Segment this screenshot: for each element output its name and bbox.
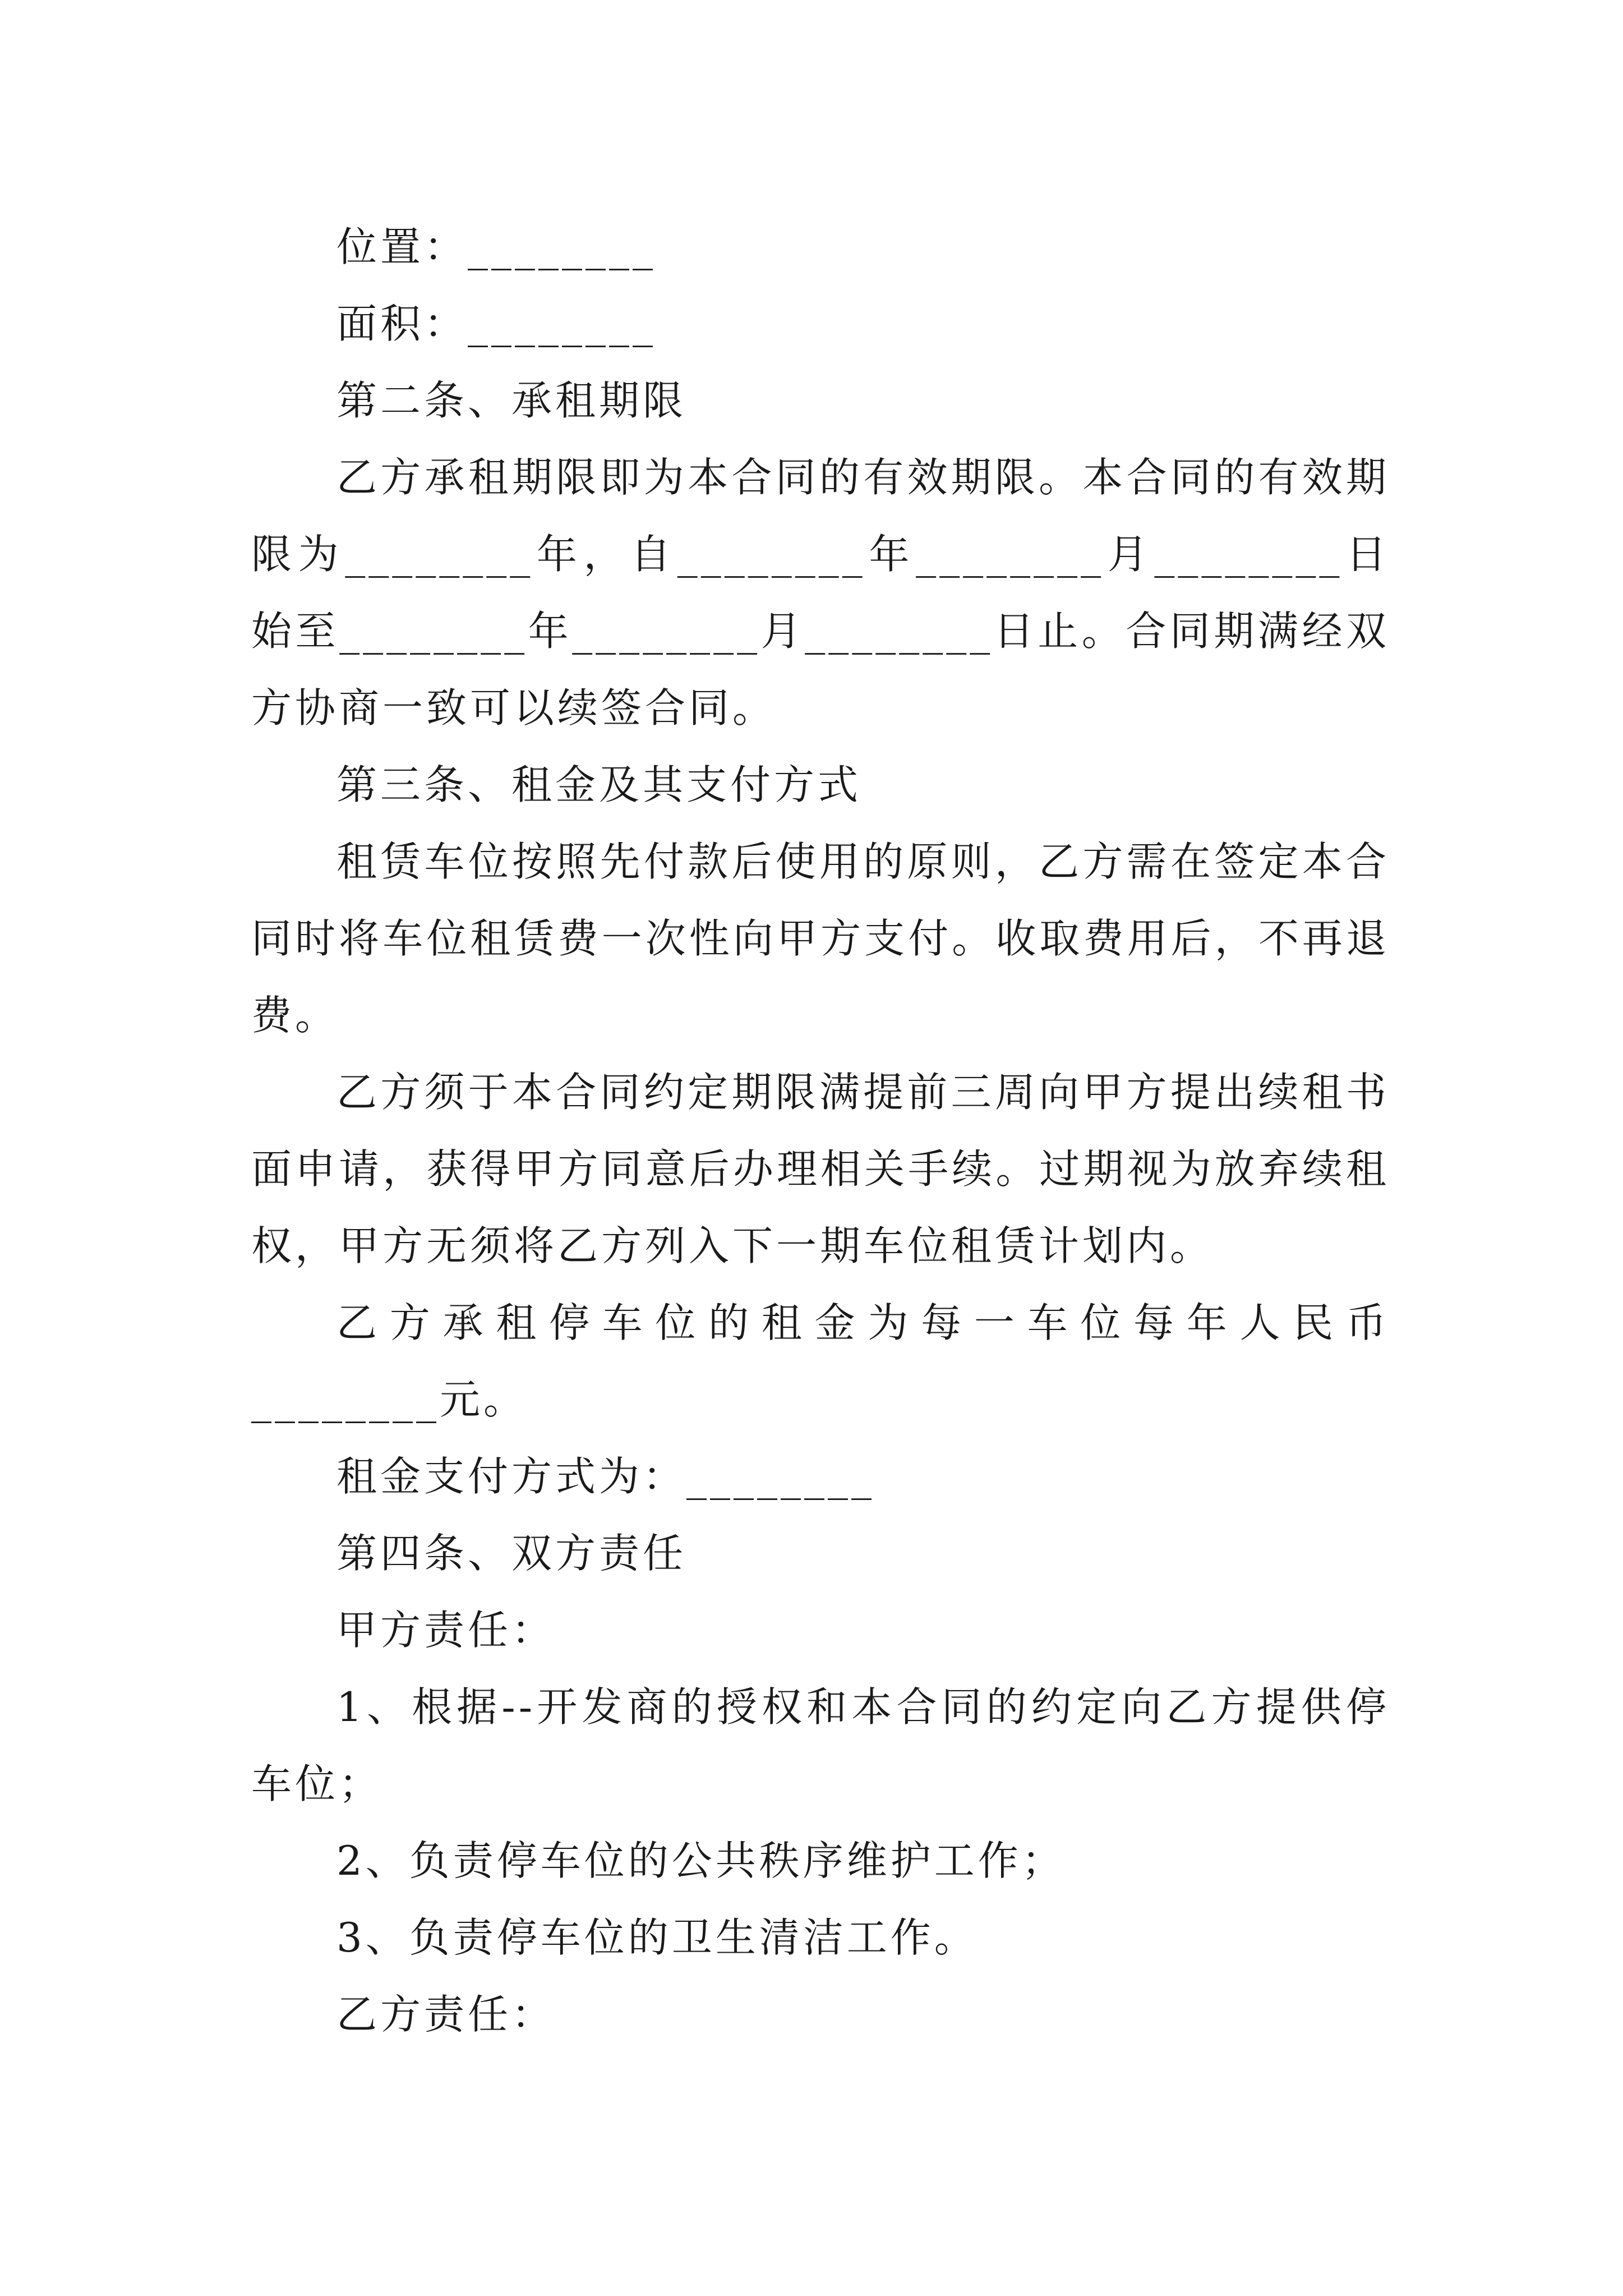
heading-article-3: 第三条、租金及其支付方式 — [336, 761, 862, 808]
paragraph-lease-term: 乙方承租期限即为本合同的有效期限。本合同的有效期限为________年，自________年________月________日始至________年________月________日止。合同期满经双方协商一致可以续签合同。 — [251, 454, 1390, 731]
paragraph-payment-principle: 租赁车位按照先付款后使用的原则，乙方需在签定本合同时将车位租赁费一次性向甲方支付。收取费用后，不再退费。 — [251, 838, 1390, 1039]
list-item-a-3: 3、负责停车位的卫生清洁工作。 — [336, 1914, 978, 1961]
paragraph-location: 位置：________ — [336, 223, 657, 270]
document-body — [251, 209, 1390, 2053]
heading-party-b-duties: 乙方责任： — [336, 1991, 556, 2038]
paragraph-area: 面积：________ — [336, 300, 657, 347]
list-item-a-1: 1、根据--开发商的授权和本合同的约定向乙方提供停车位； — [251, 1683, 1390, 1807]
heading-article-2: 第二条、承租期限 — [336, 377, 687, 424]
paragraph-renewal: 乙方须于本合同约定期限满提前三周向甲方提出续租书面申请，获得甲方同意后办理相关手续。过期视为放弃续租权，甲方无须将乙方列入下一期车位租赁计划内。 — [251, 1069, 1390, 1269]
list-item-a-2: 2、负责停车位的公共秩序维护工作； — [336, 1837, 1066, 1884]
heading-party-a-duties: 甲方责任： — [336, 1607, 556, 1654]
heading-article-4: 第四条、双方责任 — [336, 1530, 687, 1577]
paragraph-rent-amount: 乙方承租停车位的租金为每一车位每年人民币________元。 — [251, 1299, 1390, 1423]
paragraph-payment-method: 租金支付方式为：________ — [336, 1453, 875, 1500]
